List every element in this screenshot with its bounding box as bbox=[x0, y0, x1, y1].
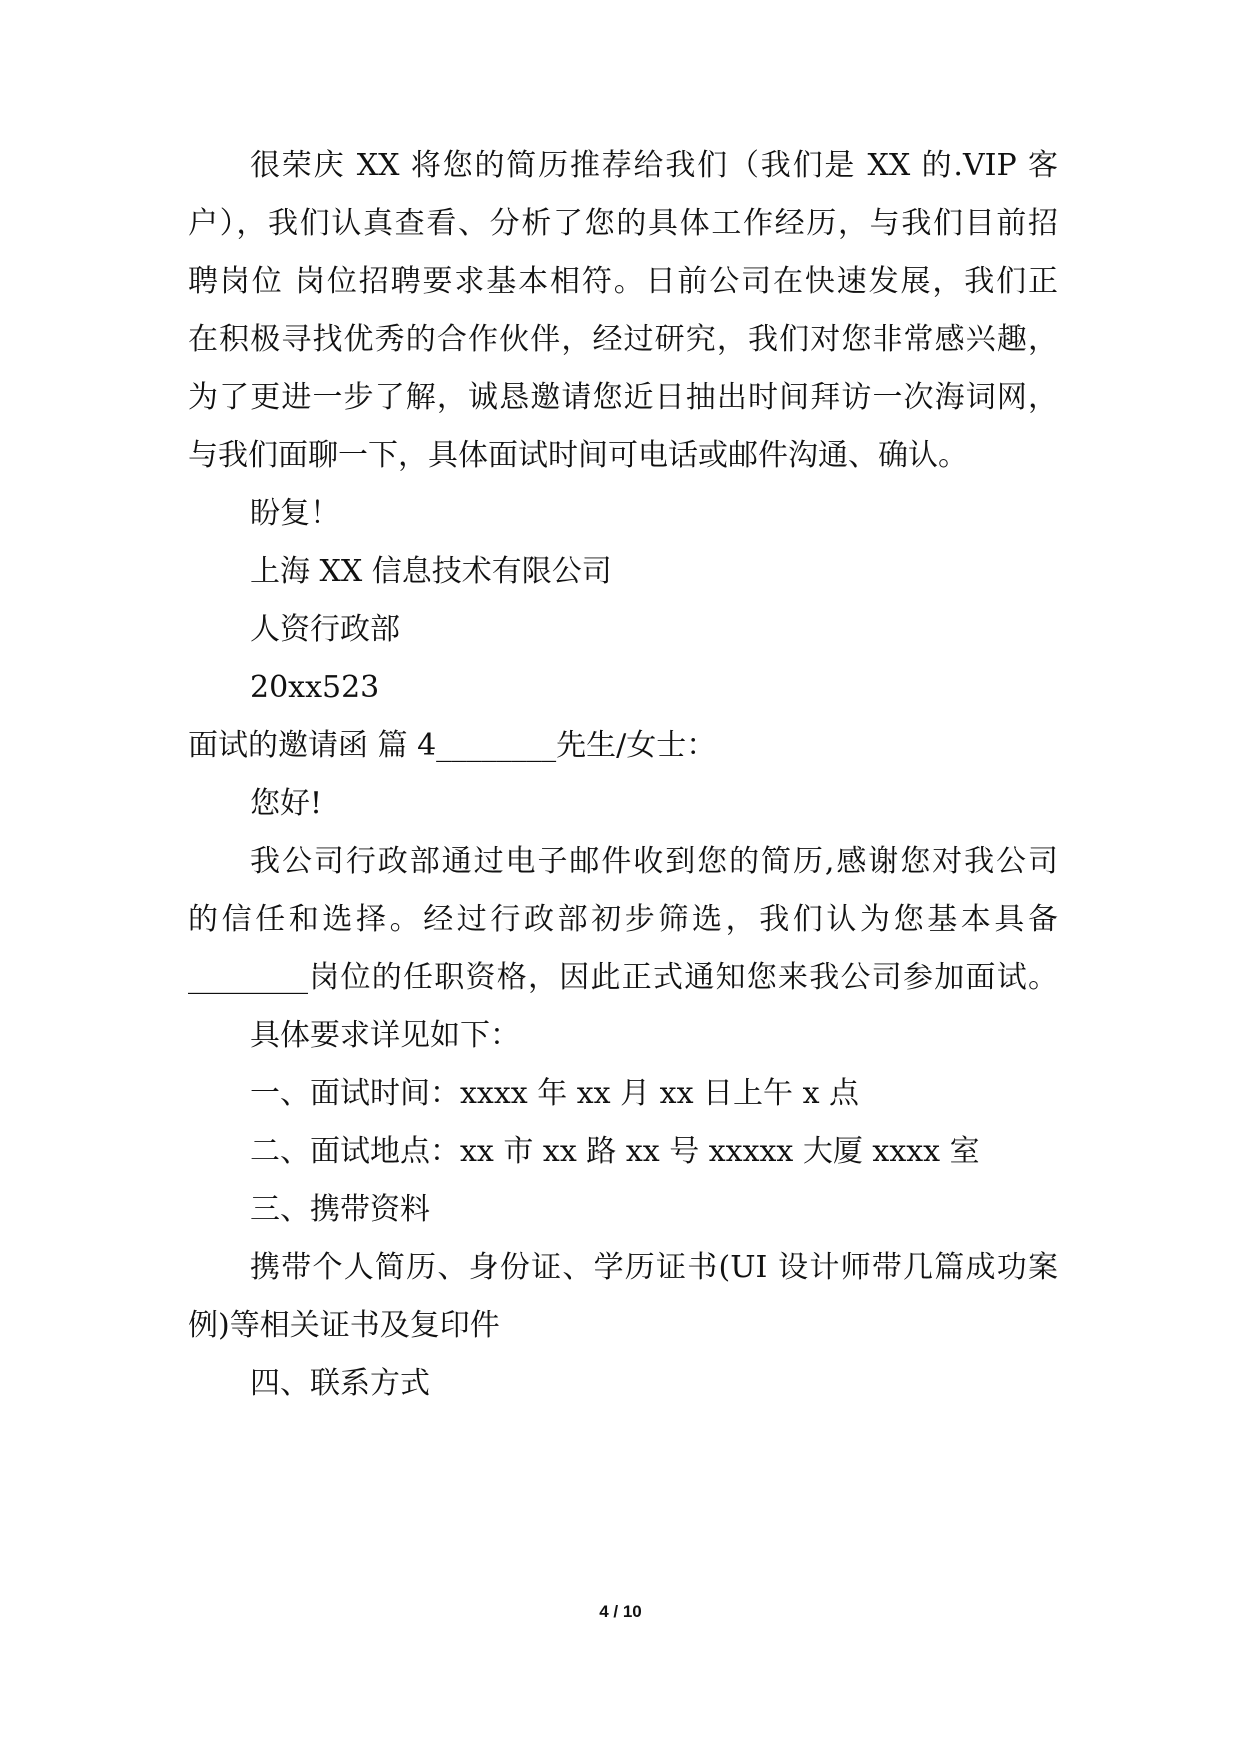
list-item-interview-location: 二、面试地点：xx 市 xx 路 xx 号 xxxxx 大厦 xxxx 室 bbox=[250, 1134, 980, 1169]
paragraph-line: 与我们面聊一下，具体面试时间可电话或邮件沟通、确认。 bbox=[188, 438, 968, 473]
requirements-intro: 具体要求详见如下： bbox=[250, 1018, 520, 1053]
paragraph-line: 为了更进一步了解，诚恳邀请您近日抽出时间拜访一次海词网， bbox=[188, 380, 1058, 415]
letter-date: 20xx523 bbox=[250, 670, 380, 705]
paragraph-line: 我公司行政部通过电子邮件收到您的简历,感谢您对我公司 bbox=[250, 844, 1058, 879]
closing-line: 盼复！ bbox=[250, 496, 340, 531]
paragraph-line: 户），我们认真查看、分析了您的具体工作经历，与我们目前招 bbox=[188, 206, 1058, 241]
paragraph-line: 的信任和选择。经过行政部初步筛选，我们认为您基本具备 bbox=[188, 902, 1058, 937]
department-name: 人资行政部 bbox=[250, 612, 400, 647]
page-number: 4 / 10 bbox=[599, 1602, 642, 1621]
list-item-contact: 四、联系方式 bbox=[250, 1366, 430, 1401]
list-item-materials: 三、携带资料 bbox=[250, 1192, 430, 1227]
paragraph-line: 在积极寻找优秀的合作伙伴，经过研究，我们对您非常感兴趣， bbox=[188, 322, 1058, 357]
paragraph-line: 聘岗位 岗位招聘要求基本相符。日前公司在快速发展，我们正 bbox=[188, 264, 1058, 299]
paragraph-line: ________岗位的任职资格，因此正式通知您来我公司参加面试。 bbox=[188, 960, 1058, 995]
paragraph-line: 例)等相关证书及复印件 bbox=[188, 1308, 500, 1343]
company-name: 上海 XX 信息技术有限公司 bbox=[250, 554, 612, 589]
paragraph-line: 很荣庆 XX 将您的简历推荐给我们（我们是 XX 的.VIP 客 bbox=[250, 148, 1058, 183]
list-item-interview-time: 一、面试时间：xxxx 年 xx 月 xx 日上午 x 点 bbox=[250, 1076, 860, 1111]
greeting-line: 您好! bbox=[250, 786, 323, 821]
paragraph-line: 携带个人简历、身份证、学历证书(UI 设计师带几篇成功案 bbox=[250, 1250, 1058, 1285]
section-heading: 面试的邀请函 篇 4________先生/女士： bbox=[188, 728, 717, 763]
